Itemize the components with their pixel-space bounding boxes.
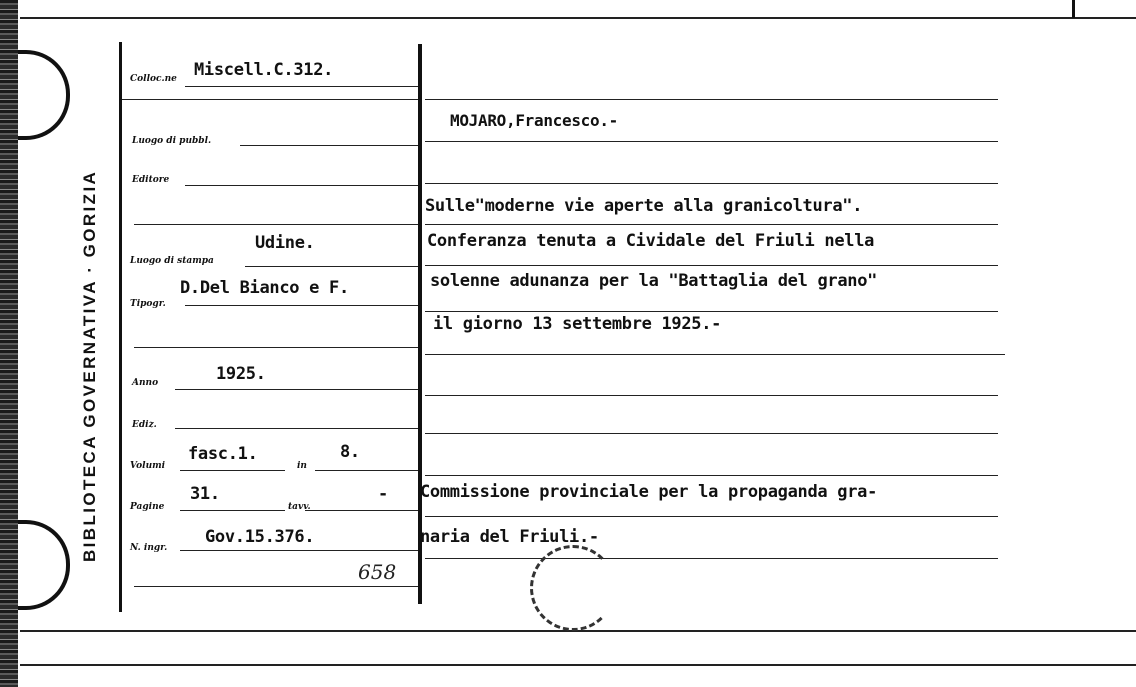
entry-title-line: solenne adunanza per la "Battaglia del grano" (430, 271, 878, 291)
value-tavole: - (378, 484, 388, 504)
rule (180, 470, 285, 471)
value-tipografia: D.Del Bianco e F. (180, 278, 349, 298)
value-volumi: fasc.1. (188, 444, 258, 464)
value-anno: 1925. (216, 364, 266, 384)
entry-author: MOJARO,Francesco.- (450, 111, 618, 130)
entry-title-line: Conferanza tenuta a Cividale del Friuli nella (427, 231, 875, 251)
handwritten-number: 658 (358, 560, 397, 584)
rule (315, 470, 418, 471)
rule (425, 224, 998, 225)
rule (240, 145, 418, 146)
punch-hole-top (18, 50, 70, 140)
rule (180, 550, 418, 551)
rule (425, 433, 998, 434)
rule (245, 266, 418, 267)
card-bottom-border-2 (20, 664, 1136, 666)
rule (134, 347, 418, 348)
value-luogo-stampa: Udine. (255, 233, 315, 253)
entry-title-line: il giorno 13 settembre 1925.- (433, 314, 722, 334)
label-numero-ingresso: N. ingr. (130, 543, 168, 553)
rule (180, 510, 285, 511)
rule (175, 428, 418, 429)
rule (175, 389, 418, 390)
card-top-border (20, 17, 1136, 19)
rule (185, 86, 418, 87)
value-collocazione: Miscell.C.312. (194, 60, 334, 80)
rule (425, 354, 1005, 355)
rule (425, 183, 998, 184)
label-edizione: Ediz. (132, 420, 157, 430)
rule (425, 475, 998, 476)
label-tavole: tavv. (288, 502, 311, 512)
rule (122, 99, 418, 100)
label-in: in (297, 461, 307, 471)
rule (425, 99, 998, 100)
rule (425, 265, 998, 266)
value-pagine: 31. (190, 484, 220, 504)
rule (134, 224, 418, 225)
label-editore: Editore (132, 175, 170, 185)
label-collocazione: Colloc.ne (130, 74, 177, 84)
rule (425, 141, 998, 142)
label-pagine: Pagine (130, 502, 165, 512)
label-anno: Anno (132, 378, 159, 388)
card-tick-mark (1072, 0, 1075, 18)
rule (134, 586, 418, 587)
label-luogo-stampa: Luogo di stampa (130, 256, 214, 266)
rule (425, 311, 998, 312)
value-in: 8. (340, 442, 360, 462)
left-column-rule (119, 42, 122, 612)
rule (425, 395, 998, 396)
entry-publisher-line: naria del Friuli.- (420, 527, 599, 547)
library-vertical-label: BIBLIOTECA GOVERNATIVA · GORIZIA (80, 169, 99, 562)
label-tipografia: Tipogr. (130, 299, 166, 309)
rule (425, 558, 998, 559)
entry-publisher-line: Commissione provinciale per la propaganda gra- (420, 482, 878, 502)
label-volumi: Volumi (130, 461, 166, 471)
entry-title-line: Sulle"moderne vie aperte alla granicoltura". (425, 196, 863, 216)
rule (425, 516, 998, 517)
value-numero-ingresso: Gov.15.376. (205, 527, 315, 547)
library-stamp (530, 545, 616, 631)
scan-edge-strip (0, 0, 18, 687)
label-luogo-pubblicazione: Luogo di pubbl. (132, 136, 212, 146)
rule (185, 185, 418, 186)
rule (305, 510, 418, 511)
center-column-rule (418, 44, 422, 604)
punch-hole-bottom (18, 520, 70, 610)
rule (185, 305, 418, 306)
